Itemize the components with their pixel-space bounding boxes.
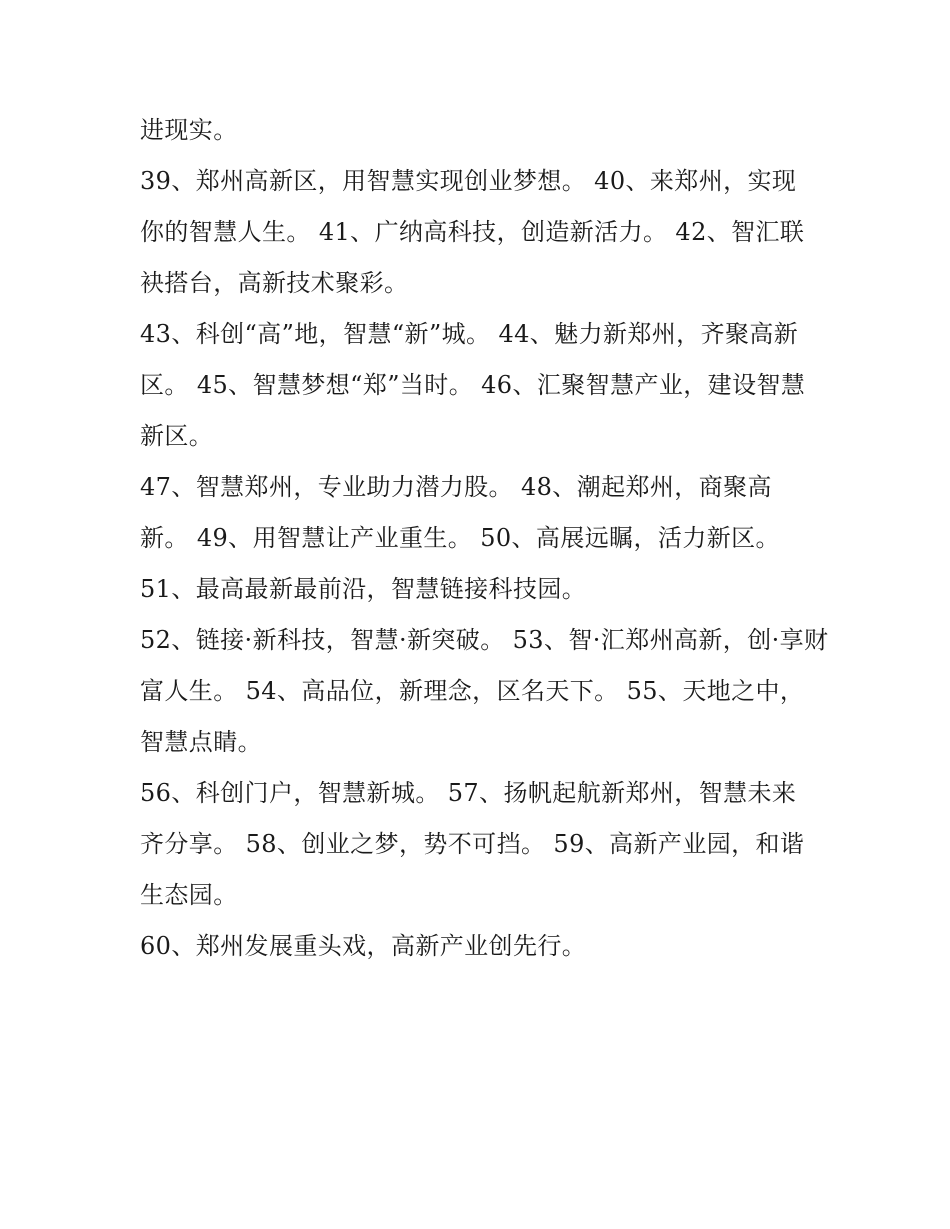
document-body xyxy=(140,105,829,972)
text-line: 区。 45、智慧梦想“郑”当时。 46、汇聚智慧产业，建设智慧 xyxy=(140,371,806,399)
text-line: 56、科创门户，智慧新城。 57、扬帆起航新郑州，智慧未来 xyxy=(140,779,797,807)
text-line: 新。 49、用智慧让产业重生。 50、高展远瞩，活力新区。 xyxy=(140,524,780,552)
text-line: 新区。 xyxy=(140,422,214,450)
paragraph-1 xyxy=(140,105,810,156)
paragraph-8 xyxy=(140,921,810,972)
text-line: 60、郑州发展重头戏，高新产业创先行。 xyxy=(140,932,587,960)
text-line: 袂搭台，高新技术聚彩。 xyxy=(140,269,409,297)
text-line: 智慧点睛。 xyxy=(140,728,262,756)
paragraph-4 xyxy=(140,462,810,564)
text-line: 39、郑州高新区，用智慧实现创业梦想。 40、来郑州，实现 xyxy=(140,167,797,195)
paragraph-5 xyxy=(140,564,810,615)
text-line: 43、科创“高”地，智慧“新”城。 44、魅力新郑州，齐聚高新 xyxy=(140,320,799,348)
text-line: 进现实。 xyxy=(140,116,238,144)
paragraph-3 xyxy=(140,309,810,462)
paragraph-7 xyxy=(140,768,810,921)
text-line: 你的智慧人生。 41、广纳高科技，创造新活力。 42、智汇联 xyxy=(140,218,805,246)
text-line: 52、链接·新科技，智慧·新突破。 53、智·汇郑州高新，创·享财 xyxy=(140,626,829,654)
text-line: 生态园。 xyxy=(140,881,238,909)
text-line: 齐分享。 58、创业之梦，势不可挡。 59、高新产业园，和谐 xyxy=(140,830,805,858)
paragraph-2 xyxy=(140,156,810,309)
text-line: 富人生。 54、高品位，新理念，区名天下。 55、天地之中， xyxy=(140,677,805,705)
text-line: 47、智慧郑州，专业助力潜力股。 48、潮起郑州，商聚高 xyxy=(140,473,772,501)
paragraph-6 xyxy=(140,615,829,768)
text-line: 51、最高最新最前沿，智慧链接科技园。 xyxy=(140,575,587,603)
